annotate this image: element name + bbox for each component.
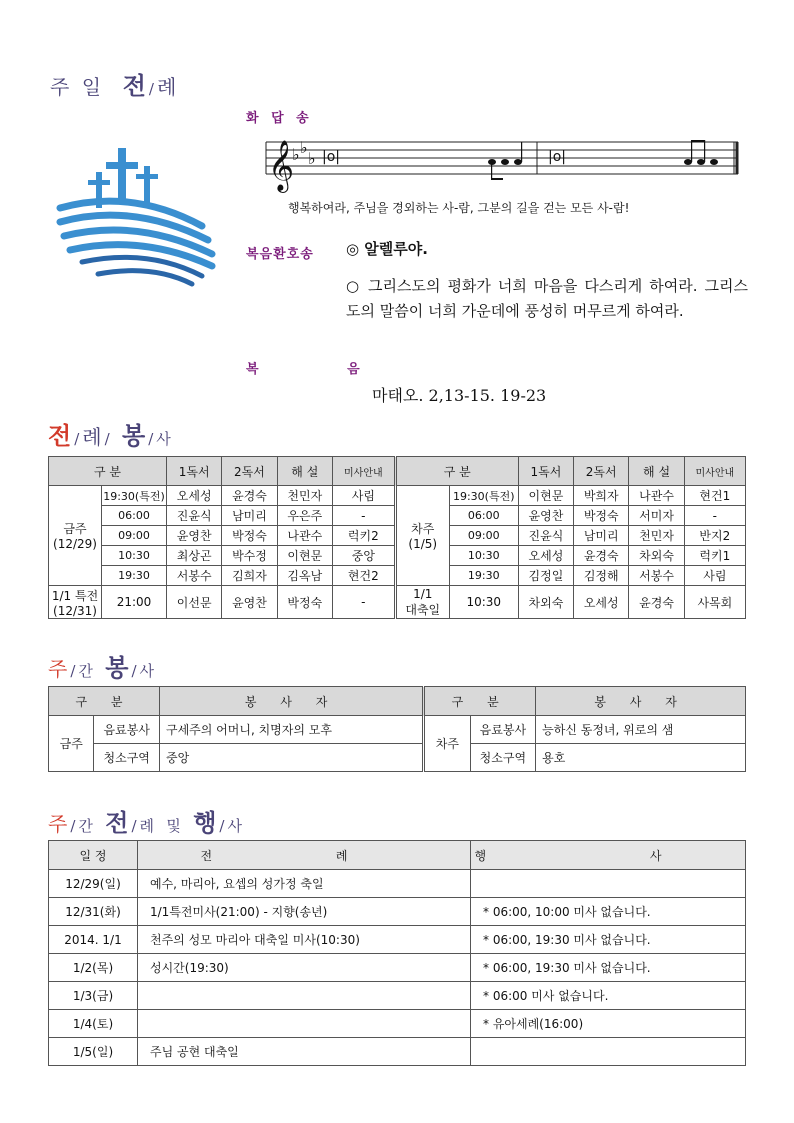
cross-wave-logo-icon	[52, 138, 216, 288]
roster-cell: 이현문	[518, 486, 573, 506]
event-note: * 06:00, 19:30 미사 없습니다.	[471, 954, 746, 982]
psalm-lyrics: 행복하여라, 주님을 경외하는 사-람, 그분의 길을 걷는 모든 사-람!	[288, 201, 630, 215]
roster-header: 미사안내	[332, 457, 395, 486]
roster-cell: 서봉수	[167, 566, 222, 586]
event-note	[471, 1038, 746, 1066]
roster-cell: 중앙	[332, 546, 395, 566]
roster-time: 19:30	[102, 566, 167, 586]
roster-cell: 박정숙	[222, 526, 277, 546]
alleluia: ◎ 알렐루야.	[346, 240, 428, 258]
events-row	[49, 954, 746, 982]
treble-clef-icon: 𝄞	[268, 140, 295, 191]
roster-cell: 천민자	[629, 526, 684, 546]
events-header: 전 례	[138, 841, 471, 870]
event-liturgy: 천주의 성모 마리아 대축일 미사(10:30)	[138, 926, 471, 954]
roster-header: 2독서	[222, 457, 277, 486]
roster-cell: 김정일	[518, 566, 573, 586]
title-weekly-service: 주/간 봉/사	[48, 653, 157, 682]
roster-time: 21:00	[102, 586, 167, 619]
roster-cell: 현건1	[684, 486, 745, 506]
title-sunday-liturgy: 주 일 전/례	[50, 71, 180, 100]
events-header: 일 정	[49, 841, 138, 870]
event-note	[471, 870, 746, 898]
weekly-row-label: 음료봉사	[470, 716, 536, 744]
acclamation-label: 복음환호송	[246, 247, 314, 262]
roster-cell: 남미리	[574, 526, 629, 546]
event-note: * 06:00, 19:30 미사 없습니다.	[471, 926, 746, 954]
roster-cell: 서봉수	[629, 566, 684, 586]
roster-header: 구 분	[395, 457, 518, 486]
event-date: 12/29(일)	[49, 870, 138, 898]
roster-cell: 박희자	[574, 486, 629, 506]
roster-cell: 나관수	[629, 486, 684, 506]
roster-cell: 박정숙	[277, 586, 332, 619]
weekly-events-table	[48, 840, 746, 1066]
weekly-group-current: 금주	[49, 716, 94, 772]
roster-cell: 김옥남	[277, 566, 332, 586]
roster-cell: 남미리	[222, 506, 277, 526]
acclamation-verse	[346, 274, 748, 324]
weekly-row-label: 청소구역	[94, 744, 160, 772]
weekly-header: 봉 사 자	[536, 687, 746, 716]
event-date: 1/4(토)	[49, 1010, 138, 1038]
roster-header: 해 설	[277, 457, 332, 486]
event-liturgy	[138, 1010, 471, 1038]
roster-cell: 최상곤	[167, 546, 222, 566]
music-staff	[258, 130, 748, 220]
roster-cell: 윤영찬	[518, 506, 573, 526]
roster-cell: 박정숙	[574, 506, 629, 526]
event-date: 1/5(일)	[49, 1038, 138, 1066]
weekly-cell: 능하신 동정녀, 위로의 샘	[536, 716, 746, 744]
roster-cell: 오세성	[167, 486, 222, 506]
roster-cell: 천민자	[277, 486, 332, 506]
roster-cell: 윤경숙	[629, 586, 684, 619]
roster-cell: 김정해	[574, 566, 629, 586]
title-liturgy-service: 전/례/ 봉/사	[48, 421, 174, 450]
event-date: 2014. 1/1	[49, 926, 138, 954]
liturgy-roster-table	[48, 456, 746, 619]
weekly-cell: 중앙	[160, 744, 424, 772]
roster-cell: 윤영찬	[167, 526, 222, 546]
roster-cell: 윤경숙	[574, 546, 629, 566]
weekly-row-label: 청소구역	[470, 744, 536, 772]
roster-cell: 나관수	[277, 526, 332, 546]
roster-time: 06:00	[102, 506, 167, 526]
svg-text:|o|: |o|	[548, 149, 566, 165]
roster-time: 06:00	[449, 506, 518, 526]
event-note: * 유아세례(16:00)	[471, 1010, 746, 1038]
event-date: 1/2(목)	[49, 954, 138, 982]
events-row	[49, 926, 746, 954]
event-liturgy: 1/1특전미사(21:00) - 지향(송년)	[138, 898, 471, 926]
roster-time: 09:00	[449, 526, 518, 546]
weekly-group-next: 차주	[424, 716, 470, 772]
verse-text: 그리스도의 평화가 너희 마음을 다스리게 하여라. 그리스도의 말씀이 너희 가운데에 풍성히 머무르게 하여라.	[346, 277, 748, 320]
roster-header: 2독서	[574, 457, 629, 486]
events-row	[49, 982, 746, 1010]
roster-cell: 윤영찬	[222, 586, 277, 619]
roster-cell: 사림	[684, 566, 745, 586]
roster-cell: 진윤식	[167, 506, 222, 526]
roster-group-current: 금주 (12/29)	[49, 486, 102, 586]
roster-header: 1독서	[518, 457, 573, 486]
roster-time: 19:30	[449, 566, 518, 586]
event-date: 12/31(화)	[49, 898, 138, 926]
event-liturgy: 성시간(19:30)	[138, 954, 471, 982]
roster-header: 미사안내	[684, 457, 745, 486]
event-liturgy: 주님 공현 대축일	[138, 1038, 471, 1066]
roster-cell: -	[332, 586, 395, 619]
weekly-row-label: 음료봉사	[94, 716, 160, 744]
weekly-cell: 용호	[536, 744, 746, 772]
weekly-header: 봉 사 자	[160, 687, 424, 716]
weekly-service-table	[48, 686, 746, 772]
roster-time: 10:30	[102, 546, 167, 566]
roster-cell: 럭키1	[684, 546, 745, 566]
svg-text:|o|: |o|	[322, 149, 340, 165]
roster-time: 10:30	[449, 586, 518, 619]
roster-cell: 오세성	[518, 546, 573, 566]
roster-time: 19:30(특전)	[102, 486, 167, 506]
gospel-reference: 마태오. 2,13-15. 19-23	[372, 386, 547, 405]
roster-cell: 사목회	[684, 586, 745, 619]
weekly-cell: 구세주의 어머니, 치명자의 모후	[160, 716, 424, 744]
roster-header: 1독서	[167, 457, 222, 486]
roster-cell: -	[684, 506, 745, 526]
svg-text:♭: ♭	[292, 145, 300, 164]
events-header: 행 사	[471, 841, 746, 870]
roster-cell: 오세성	[574, 586, 629, 619]
events-row	[49, 1010, 746, 1038]
roster-time: 10:30	[449, 546, 518, 566]
roster-time: 09:00	[102, 526, 167, 546]
roster-cell: 이현문	[277, 546, 332, 566]
roster-cell: 진윤식	[518, 526, 573, 546]
roster-cell: 현건2	[332, 566, 395, 586]
roster-header: 구 분	[49, 457, 167, 486]
verse-marker: ○	[346, 277, 360, 295]
roster-cell: 반지2	[684, 526, 745, 546]
events-row	[49, 898, 746, 926]
roster-cell: 럭키2	[332, 526, 395, 546]
events-row	[49, 1038, 746, 1066]
roster-cell: 차외숙	[518, 586, 573, 619]
responsorial-label: 화 답 송	[246, 111, 313, 126]
roster-group-next: 차주 (1/5)	[395, 486, 449, 586]
event-liturgy: 예수, 마리아, 요셉의 성가정 축일	[138, 870, 471, 898]
roster-special-label: 1/1 특전 (12/31)	[49, 586, 102, 619]
roster-time: 19:30(특전)	[449, 486, 518, 506]
svg-text:♭: ♭	[308, 149, 316, 168]
roster-cell: 차외숙	[629, 546, 684, 566]
roster-cell: 서미자	[629, 506, 684, 526]
svg-text:♭: ♭	[300, 138, 308, 157]
roster-cell: 김희자	[222, 566, 277, 586]
roster-cell: -	[332, 506, 395, 526]
event-note: * 06:00 미사 없습니다.	[471, 982, 746, 1010]
weekly-header: 구 분	[49, 687, 160, 716]
event-date: 1/3(금)	[49, 982, 138, 1010]
event-liturgy	[138, 982, 471, 1010]
roster-cell: 이선문	[167, 586, 222, 619]
weekly-header: 구 분	[424, 687, 536, 716]
roster-cell: 우은주	[277, 506, 332, 526]
gospel-label: 복 음	[246, 362, 402, 377]
roster-header: 해 설	[629, 457, 684, 486]
events-row	[49, 870, 746, 898]
roster-cell: 사림	[332, 486, 395, 506]
roster-cell: 윤경숙	[222, 486, 277, 506]
title-weekly-events: 주/간 전/례 및 행/사	[48, 808, 245, 837]
event-note: * 06:00, 10:00 미사 없습니다.	[471, 898, 746, 926]
roster-special-label: 1/1 대축일	[395, 586, 449, 619]
roster-cell: 박수정	[222, 546, 277, 566]
